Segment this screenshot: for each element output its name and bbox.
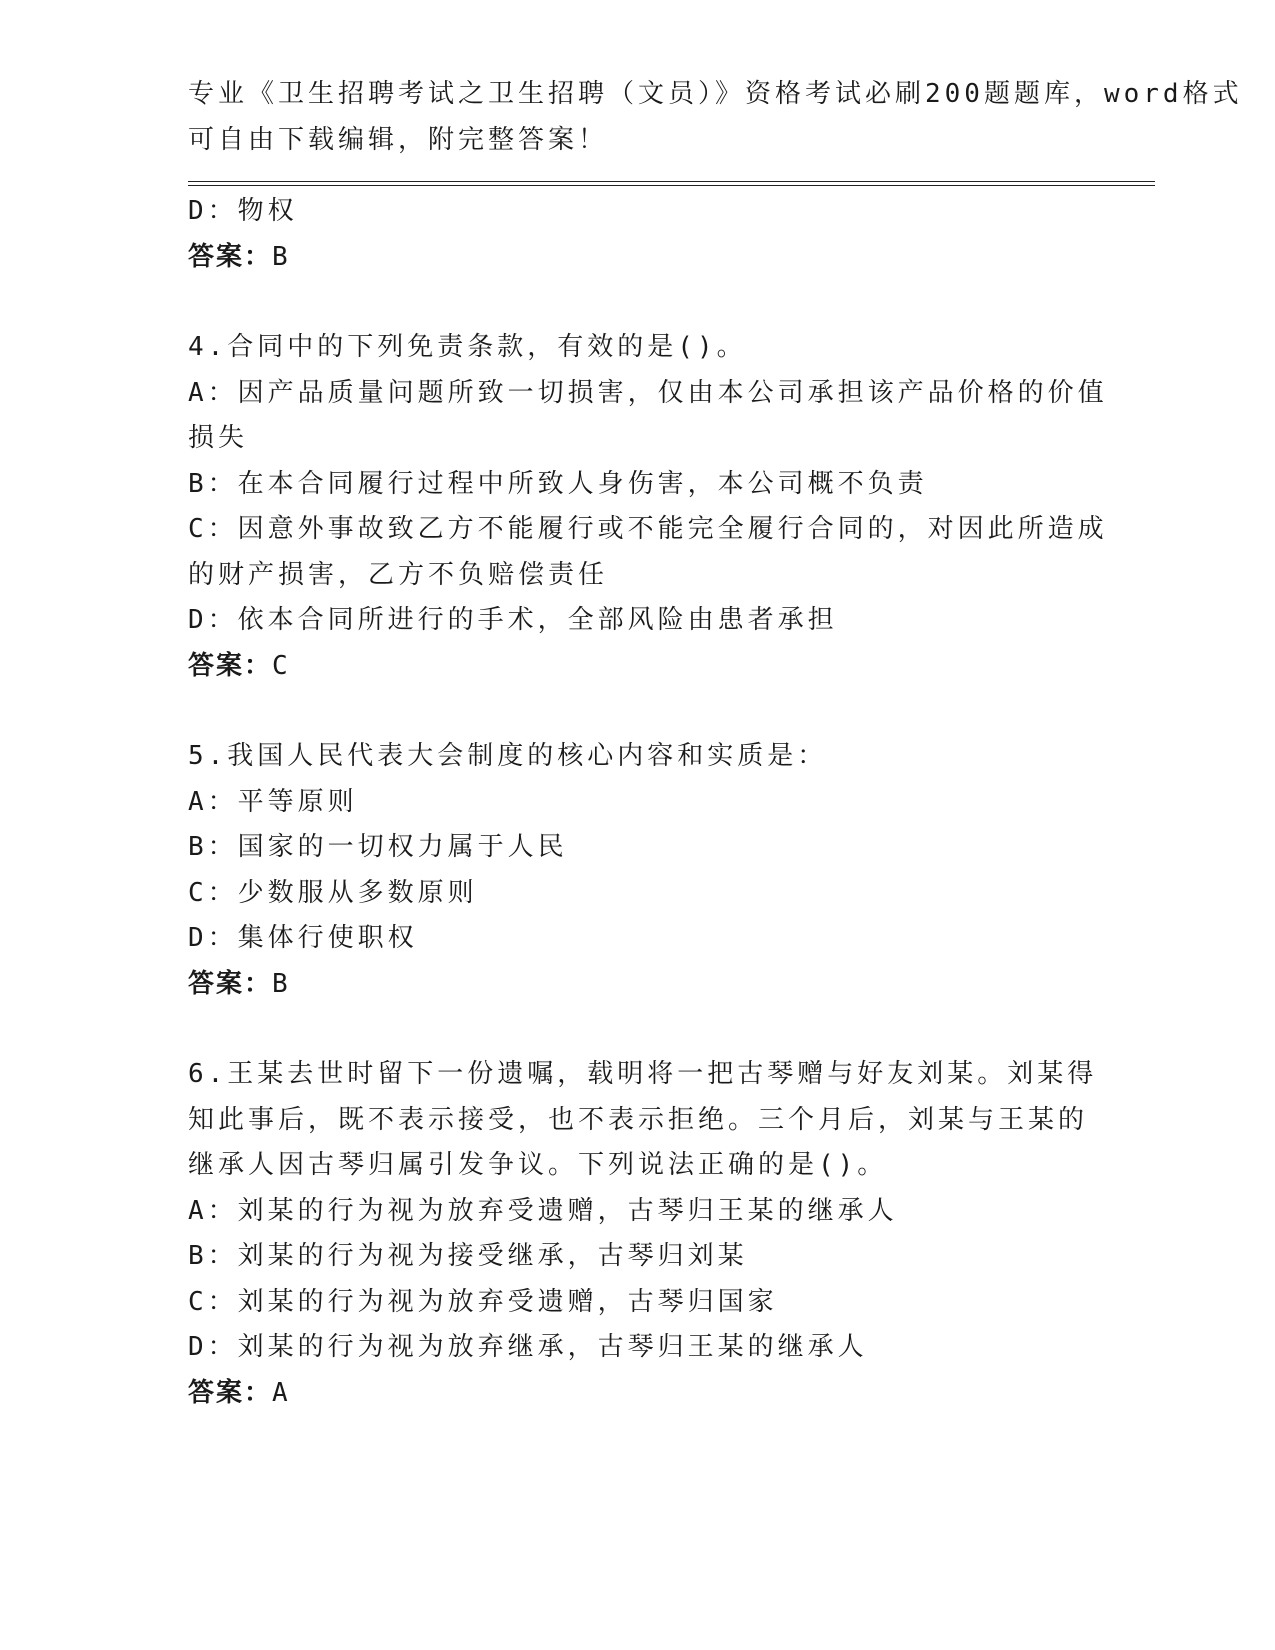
option-d: D：集体行使职权: [188, 923, 418, 953]
question-block-previous: [188, 189, 1088, 280]
spacer: [188, 1007, 1088, 1052]
option-c-continued: 的财产损害，乙方不负赔偿责任: [188, 559, 609, 590]
question-block-4: [188, 325, 1108, 689]
option-a: A：刘某的行为视为放弃受遗赠，古琴归王某的继承人: [188, 1195, 898, 1226]
option-b: B：国家的一切权力属于人民: [188, 832, 568, 862]
answer-value: B: [272, 241, 289, 272]
question-stem: 6.王某去世时留下一份遗嘱，载明将一把古琴赠与好友刘某。刘某得: [188, 1059, 1098, 1089]
option-c: C：刘某的行为视为放弃受遗赠，古琴归国家: [188, 1286, 778, 1317]
option-a-continued: 损失: [188, 423, 249, 453]
option-d: D：刘某的行为视为放弃继承，古琴归王某的继承人: [188, 1332, 868, 1362]
question-block-5: [188, 734, 1088, 1007]
option-c: C：少数服从多数原则: [188, 877, 478, 908]
option-d: D：依本合同所进行的手术，全部风险由患者承担: [188, 605, 838, 635]
answer-value: C: [272, 650, 289, 681]
header-line-1: 专业《卫生招聘考试之卫生招聘（文员）》资格考试必刷200题题库，word格式: [188, 79, 1243, 109]
header-rule-top: [188, 181, 1155, 182]
page-header: [188, 72, 1243, 163]
answer-line: [188, 235, 1088, 281]
answer-line: [188, 644, 1088, 690]
spacer: [188, 689, 1088, 734]
header-rule-bottom: [188, 185, 1155, 186]
question-stem-continued: 知此事后，既不表示接受，也不表示拒绝。三个月后，刘某与王某的: [188, 1104, 1089, 1135]
answer-label: 答案：: [188, 241, 273, 272]
option-a: A：因产品质量问题所致一切损害，仅由本公司承担该产品价格的价值: [188, 377, 1108, 408]
spacer: [188, 280, 1088, 325]
question-stem: 4.合同中的下列免责条款，有效的是()。: [188, 332, 747, 362]
option-a: A：平等原则: [188, 786, 358, 817]
question-stem: 5.我国人民代表大会制度的核心内容和实质是：: [188, 741, 828, 771]
answer-value: B: [272, 968, 289, 999]
header-line-2: 可自由下载编辑，附完整答案！: [188, 124, 609, 155]
answer-label: 答案：: [188, 968, 273, 999]
answer-line: [188, 962, 1088, 1008]
document-body: [188, 189, 1108, 1416]
answer-value: A: [272, 1377, 289, 1408]
option-b: B：在本合同履行过程中所致人身伤害，本公司概不负责: [188, 468, 928, 499]
answer-line: [188, 1371, 1088, 1417]
option-c: C：因意外事故致乙方不能履行或不能完全履行合同的，对因此所造成: [188, 514, 1108, 544]
question-block-6: [188, 1052, 1098, 1416]
question-stem-continued: 继承人因古琴归属引发争议。下列说法正确的是()。: [188, 1150, 888, 1180]
answer-label: 答案：: [188, 1377, 273, 1408]
option-b: B：刘某的行为视为接受继承，古琴归刘某: [188, 1241, 748, 1271]
option-d: D：物权: [188, 196, 298, 226]
answer-label: 答案：: [188, 650, 273, 681]
